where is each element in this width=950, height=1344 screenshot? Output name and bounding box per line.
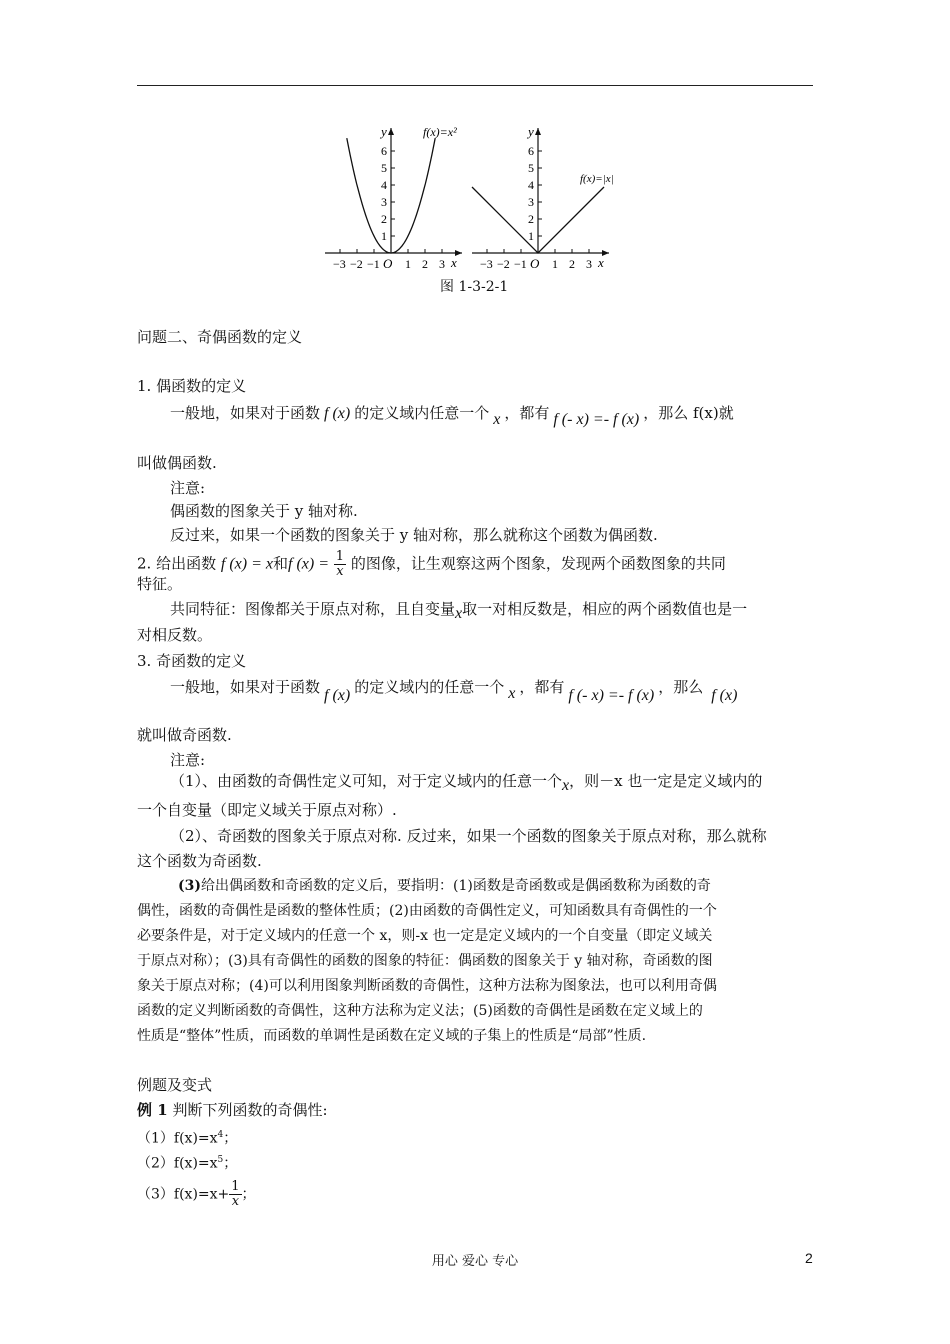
odd-heading: 3. 奇函数的定义 xyxy=(137,652,247,670)
footer-text: 用心 爱心 专心 xyxy=(431,1254,519,1269)
common-feature-cont: 对相反数。 xyxy=(137,626,213,644)
odd-definition-cont: 就叫做奇函数. xyxy=(137,726,232,744)
left-x-tick-label: 3 xyxy=(439,257,445,271)
left-y-tick-label: 3 xyxy=(381,195,387,209)
right-x-tick-label: −2 xyxy=(497,257,510,271)
right-y-tick-label: 1 xyxy=(528,229,534,243)
function-graphs-figure xyxy=(0,110,950,410)
right-y-tick-label: 3 xyxy=(528,195,534,209)
odd-note-2-cont: 这个函数为奇函数. xyxy=(137,852,262,870)
even-note-label: 注意: xyxy=(170,479,206,497)
right-x-axis-label: x xyxy=(598,255,604,270)
note3-line-1: (3)给出偶函数和奇函数的定义后，要指明：(1)函数是奇函数或是偶函数称为函数的奇 xyxy=(178,878,711,894)
odd-note-1: （1）、由函数的奇偶性定义可知，对于定义域内的任意一个x，则－x 也一定是定义域内的 xyxy=(170,772,763,794)
left-y-tick-label: 5 xyxy=(381,161,387,175)
right-y-tick-label: 2 xyxy=(528,212,534,226)
left-y-axis-label: y xyxy=(381,124,387,139)
note3-line-2: 偶性，函数的奇偶性是函数的整体性质；(2)由函数的奇偶性定义，可知函数具有奇偶性的一个 xyxy=(137,903,717,919)
left-y-tick-label: 4 xyxy=(381,178,387,192)
note3-line-3: 必要条件是，对于定义域内的任意一个 x，则-x 也一定是定义域内的一个自变量（即定义域关 xyxy=(137,928,713,944)
left-x-tick-label: 2 xyxy=(422,257,428,271)
right-x-tick-label: −1 xyxy=(514,257,527,271)
abs-label: f(x)=|x| xyxy=(580,173,614,185)
note3-line-7: 性质是“整体”性质，而函数的单调性是函数在定义域的子集上的性质是“局部”性质. xyxy=(137,1028,647,1044)
example-item-2: $(2)f(x)=x^5$； xyxy=(137,1155,238,1172)
even-note-1: 偶函数的图象关于 y 轴对称. xyxy=(170,502,358,520)
figure-caption: 图 1-3-2-1 xyxy=(440,279,509,295)
even-definition-cont: 叫做偶函数. xyxy=(137,454,217,472)
examples-title: 例题及变式 xyxy=(137,1076,213,1094)
left-y-tick-label: 1 xyxy=(381,229,387,243)
left-x-tick-label: 1 xyxy=(405,257,411,271)
example-item-3: （3）f(x)=x+ $\frac{1}{x}$ ； xyxy=(137,1179,256,1209)
right-y-tick-label: 4 xyxy=(528,178,534,192)
odd-definition: 一般地，如果对于函数 f (x) 的定义域内的任意一个 x ，都有 f (- x) =- f (x) ，那么 f (x) xyxy=(170,678,738,704)
left-x-tick-label: −3 xyxy=(333,257,346,271)
parabola-label: f(x)=x² xyxy=(423,125,457,139)
header-rule xyxy=(137,85,813,86)
left-y-tick-label: 2 xyxy=(381,212,387,226)
right-x-tick-label: 1 xyxy=(552,257,558,271)
odd-note-label: 注意: xyxy=(170,751,206,769)
note3-line-4: 于原点对称）；(3)具有奇偶性的函数的图象的特征：偶函数的图象关于 y 轴对称，奇函数的图 xyxy=(137,953,713,969)
item2-line: 2. 给出函数 f (x) = x和f (x) = $\frac{1}{x}$ 的图像，让生观察这两个图象，发现两个函数图象的共同 xyxy=(137,549,726,579)
right-y-tick-label: 5 xyxy=(528,161,534,175)
even-heading: 1. 偶函数的定义 xyxy=(137,377,247,395)
even-definition: 一般地，如果对于函数 f (x) 的定义域内任意一个 x ，都有 f (- x) =- f (x) ，那么 f(x)就 xyxy=(170,404,734,428)
right-x-tick-label: 3 xyxy=(586,257,592,271)
right-y-axis-label: y xyxy=(528,124,534,139)
right-y-tick-label: 6 xyxy=(528,144,534,158)
left-x-tick-label: −1 xyxy=(367,257,380,271)
right-origin-label: O xyxy=(530,256,540,271)
example-1: 例 1 判断下列函数的奇偶性: xyxy=(137,1101,328,1119)
odd-note-1-cont: 一个自变量（即定义域关于原点对称）. xyxy=(137,801,397,819)
even-note-2: 反过来，如果一个函数的图象关于 y 轴对称，那么就称这个函数为偶函数. xyxy=(170,526,658,544)
common-feature: 共同特征：图像都关于原点对称，且自变量x取一对相反数是，相应的两个函数值也是一 xyxy=(170,600,748,622)
left-origin-label: O xyxy=(383,256,393,271)
left-x-tick-label: −2 xyxy=(350,257,363,271)
left-x-axis-label: x xyxy=(451,255,457,270)
section-title: 问题二、奇偶函数的定义 xyxy=(137,328,303,346)
left-y-tick-label: 6 xyxy=(381,144,387,158)
note3-line-6: 函数的定义判断函数的奇偶性，这种方法称为定义法；(5)函数的奇偶性是函数在定义域上的 xyxy=(137,1003,703,1019)
note3-line-5: 象关于原点对称；(4)可以利用图象判断函数的奇偶性，这种方法称为图象法，也可以利用奇偶 xyxy=(137,978,717,994)
right-x-tick-label: 2 xyxy=(569,257,575,271)
parabola-graph xyxy=(325,124,462,271)
item2-cont: 特征。 xyxy=(137,575,183,593)
example-item-1: $(1)f(x)=x^4$； xyxy=(137,1130,238,1147)
abs-graph xyxy=(472,124,614,271)
odd-note-2: （2）、奇函数的图象关于原点对称. 反过来，如果一个函数的图象关于原点对称，那么就称 xyxy=(170,827,767,845)
page-number: 2 xyxy=(805,1250,813,1266)
right-x-tick-label: −3 xyxy=(480,257,493,271)
one-over-x-fraction: $\frac{1}{x}$ xyxy=(335,549,345,579)
